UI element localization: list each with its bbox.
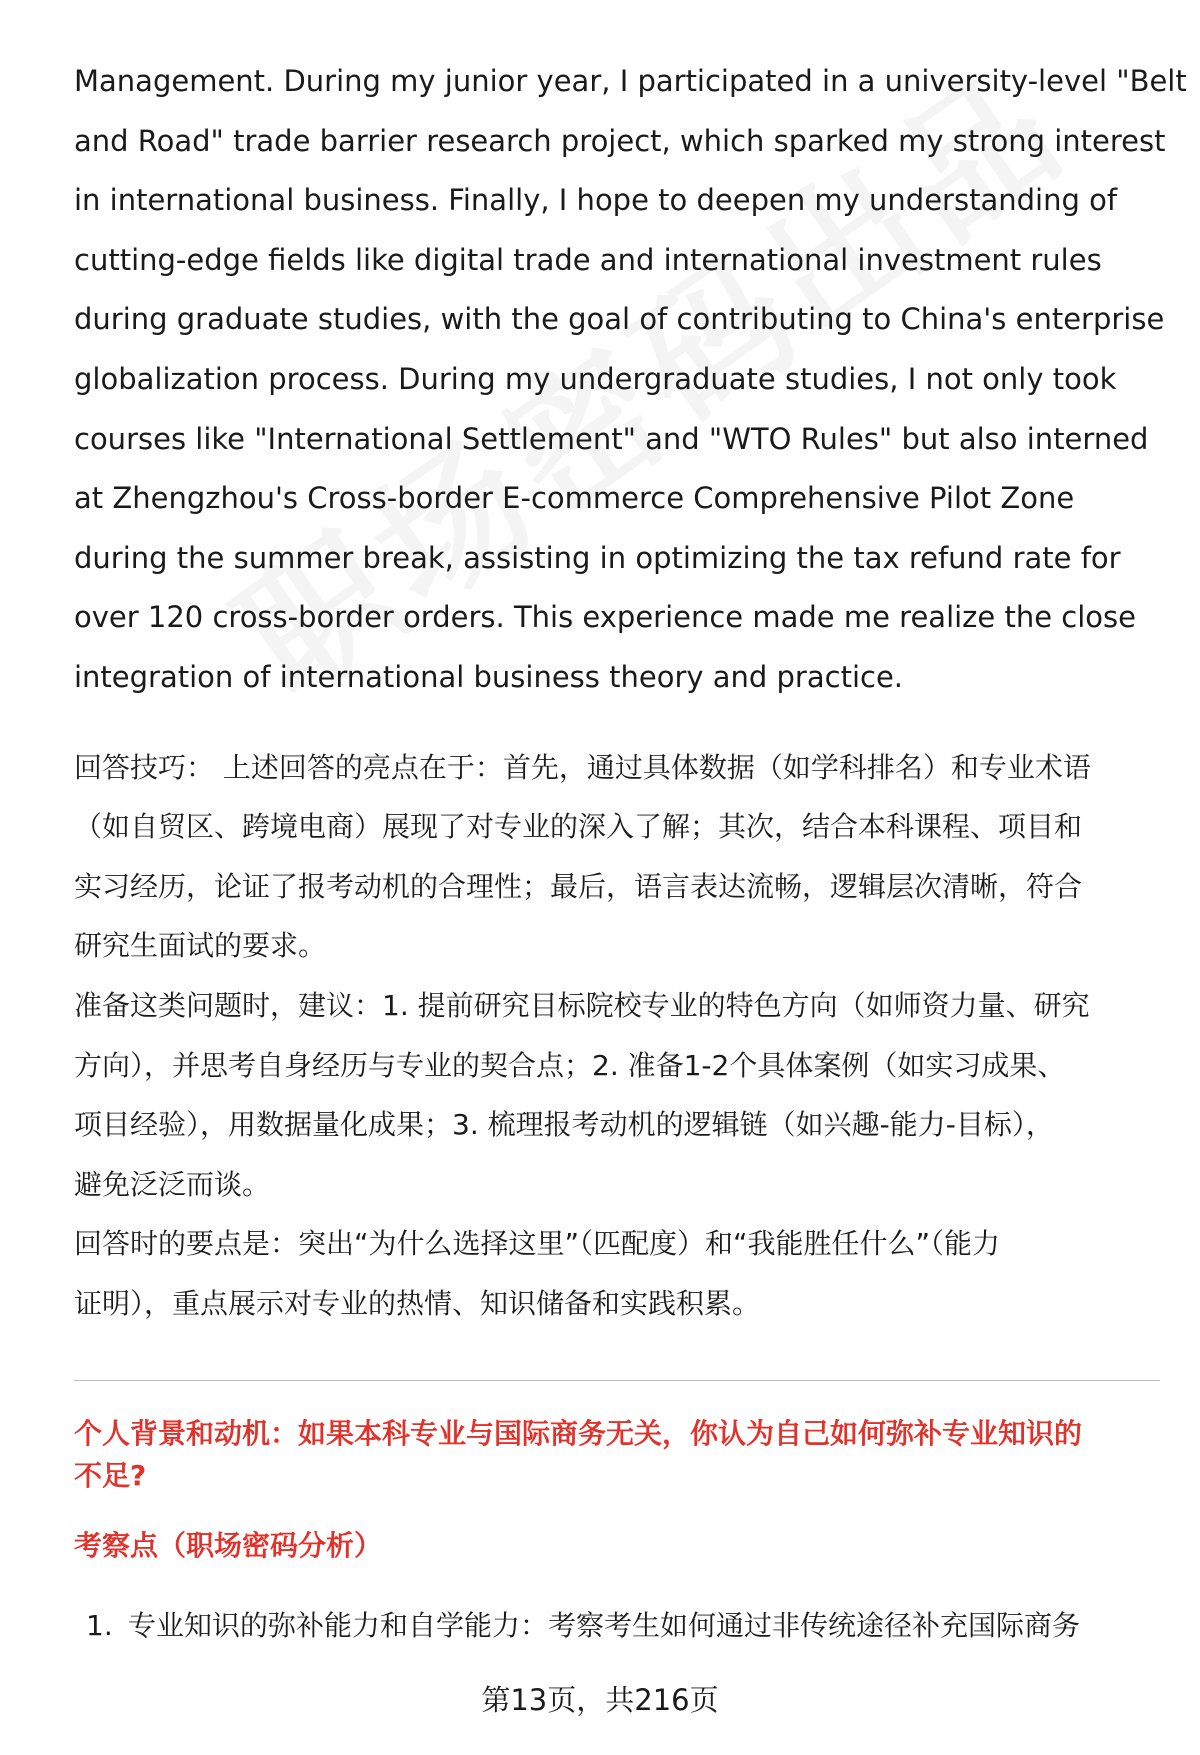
section-divider — [74, 1380, 1160, 1381]
document-page — [74, 52, 1187, 1333]
english-answer-paragraph — [74, 52, 1187, 708]
text-line: 证明），重点展示对专业的热情、知识储备和实践积累。 — [74, 1286, 761, 1320]
text-line: and Road" trade barrier research project, which sparked my strong interest — [74, 123, 1166, 158]
keypoint-paragraph — [74, 1214, 1160, 1333]
text-line: 避免泛泛而谈。 — [74, 1167, 271, 1201]
text-line: （如自贸区、跨境电商）展现了对专业的深入了解；其次，结合本科课程、项目和 — [74, 810, 1083, 844]
text-line: integration of international business theory and practice. — [74, 659, 904, 694]
answer-tips-section — [74, 738, 1160, 1334]
preparation-paragraph — [74, 976, 1160, 1214]
text-line: at Zhengzhou's Cross-border E-commerce Comprehensive Pilot Zone — [74, 481, 1075, 516]
text-line: during the summer break, assisting in optimizing the tax refund rate for — [74, 540, 1121, 575]
text-line: during graduate studies, with the goal of contributing to China's enterprise — [74, 302, 1165, 337]
text-line: 实习经历，论证了报考动机的合理性；最后，语言表达流畅，逻辑层次清晰，符合 — [74, 869, 1083, 903]
text-line: 方向），并思考自身经历与专业的契合点；2. 准备1-2个具体案例（如实习成果、 — [74, 1048, 1066, 1082]
text-line: 回答时的要点是：突出“为什么选择这里”（匹配度）和“我能胜任什么”（能力 — [74, 1227, 1001, 1261]
text-line: globalization process. During my undergraduate studies, I not only took — [74, 361, 1117, 396]
question-title — [74, 1413, 1160, 1497]
assessment-heading: 考察点（职场密码分析） — [74, 1529, 383, 1562]
text-line: 个人背景和动机：如果本科专业与国际商务无关，你认为自己如何弥补专业知识的 — [74, 1417, 1083, 1450]
list-item-text: 专业知识的弥补能力和自学能力：考察考生如何通过非传统途径补充国际商务 — [128, 1609, 1081, 1642]
text-line: courses like "International Settlement" and "WTO Rules" but also interned — [74, 421, 1149, 456]
text-line: 项目经验），用数据量化成果；3. 梳理报考动机的逻辑链（如兴趣-能力-目标）， — [74, 1108, 1054, 1142]
text-line: Management. During my junior year, I participated in a university-level "Belt — [74, 64, 1187, 98]
text-line: cutting-edge fields like digital trade and international investment rules — [74, 242, 1102, 277]
text-line: over 120 cross-border orders. This experience made me realize the close — [74, 600, 1136, 635]
page-footer: 第13页，共216页 — [481, 1683, 719, 1717]
list-item — [86, 1605, 1080, 1647]
list-item-number: 1. — [86, 1609, 113, 1642]
text-line: 回答技巧： 上述回答的亮点在于：首先，通过具体数据（如学科排名）和专业术语 — [74, 750, 1091, 784]
text-line: 不足? — [74, 1459, 147, 1492]
text-line: in international business. Finally, I hope to deepen my understanding of — [74, 183, 1118, 218]
text-line: 准备这类问题时，建议：1. 提前研究目标院校专业的特色方向（如师资力量、研究 — [74, 988, 1090, 1022]
text-line: 研究生面试的要求。 — [74, 929, 327, 963]
tips-paragraph — [74, 738, 1160, 976]
